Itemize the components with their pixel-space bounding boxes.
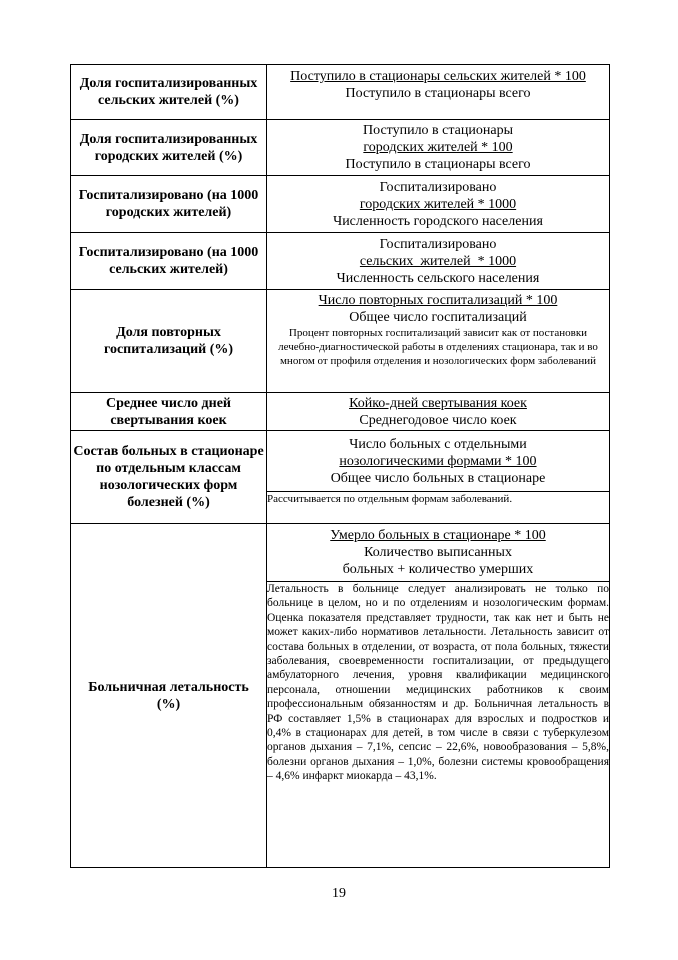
- indicator-label: Доля повторных госпитализаций (%): [71, 290, 267, 393]
- formula-note: Процент повторных госпитализаций зависит как от постановки лечебно-диагностической работы в отделениях стационара, так и во многом от профиля отделения и нозологических форм заболеваний: [278, 327, 598, 367]
- table-row: [71, 290, 610, 393]
- indicator-formula: [267, 393, 610, 431]
- formula-numerator: Госпитализировано: [379, 179, 497, 195]
- formula-note: Летальность в больнице следует анализировать не только по больнице в целом, но и по отделениям и нозологическим формам. Оценка показателя представляет трудности, так как нет и быть не может каких-либо нормативов летальности. Летальность зависит от состава больных в отделении, от возраста, от пола больных, тяжести заболевания, своевременности госпитализации, от предыдущего амбулаторного лечения, уровня квалификации медицинского персонала, отношении медицинских работников к своим профессиональным обязанностям и др. Больничная летальность в РФ составляет 1,5% в стационарах для взрослых и подростков и 0,4% в стационарах для детей, в том числе в связи с туберкулезом органов дыхания – 7,1%, сепсис – 22,6%, новообразования – 5,8%, болезни органов дыхания – 1,0%, болезни системы кровообращения – 4,6% инфаркт миокарда – 43,1%.: [267, 582, 610, 868]
- indicator-label: Состав больных в стационаре по отдельным классам нозологических форм болезней (%): [71, 431, 267, 524]
- formula-numerator: Госпитализировано: [379, 236, 497, 252]
- table-row: [71, 233, 610, 290]
- formula-numerator: Число повторных госпитализаций * 100: [318, 293, 558, 308]
- table-row: [71, 524, 610, 582]
- indicator-formula: [267, 176, 610, 233]
- formula-numerator-underlined: сельских жителей * 1000: [359, 253, 517, 269]
- indicator-formula: [267, 233, 610, 290]
- indicator-label: Доля госпитализированных сельских жителей (%): [71, 65, 267, 120]
- formula-denominator: Численность городского населения: [333, 213, 543, 229]
- table-row: [71, 120, 610, 176]
- formula-denominator: Численность сельского населения: [336, 270, 540, 286]
- indicator-formula: [267, 65, 610, 120]
- formula-denominator: Среднегодовое число коек: [359, 412, 517, 428]
- indicator-formula: [267, 524, 610, 582]
- formula-denominator: Общее число госпитализаций: [349, 310, 527, 325]
- formula-note: Рассчитывается по отдельным формам заболеваний.: [267, 492, 610, 524]
- formula-numerator: Поступило в стационары сельских жителей * 100: [290, 69, 586, 84]
- formula-denominator: Общее число больных в стационаре: [330, 470, 546, 486]
- formula-numerator: Число больных с отдельными: [349, 436, 527, 452]
- formula-denominator: Поступило в стационары всего: [345, 86, 531, 101]
- indicator-label: Госпитализировано (на 1000 городских жителей): [71, 176, 267, 233]
- indicator-formula: [267, 120, 610, 176]
- indicator-formula: [267, 290, 610, 393]
- indicator-label: Доля госпитализированных городских жителей (%): [71, 120, 267, 176]
- table-row: [71, 431, 610, 492]
- formula-numerator: Поступило в стационары: [362, 123, 513, 138]
- indicator-label: Госпитализировано (на 1000 сельских жителей): [71, 233, 267, 290]
- formula-numerator: Умерло больных в стационаре * 100: [330, 528, 546, 543]
- indicator-label: Больничная летальность (%): [71, 524, 267, 868]
- indicators-table: [70, 64, 610, 868]
- formula-numerator-underlined: городских жителей * 1000: [359, 196, 517, 212]
- table-row: [71, 176, 610, 233]
- indicator-formula: [267, 431, 610, 492]
- page-number: 19: [332, 886, 346, 901]
- indicator-label: Среднее число дней свертывания коек: [71, 393, 267, 431]
- formula-numerator: Койко-дней свертывания коек: [349, 395, 527, 411]
- formula-denominator: Количество выписанных: [364, 545, 512, 560]
- table-row: [71, 393, 610, 431]
- formula-numerator-underlined: городских жителей * 100: [363, 140, 513, 155]
- table-row: [71, 65, 610, 120]
- formula-denominator-cont: больных + количество умерших: [342, 562, 534, 577]
- formula-numerator-underlined: нозологическими формами * 100: [339, 453, 537, 469]
- formula-denominator: Поступило в стационары всего: [345, 157, 531, 172]
